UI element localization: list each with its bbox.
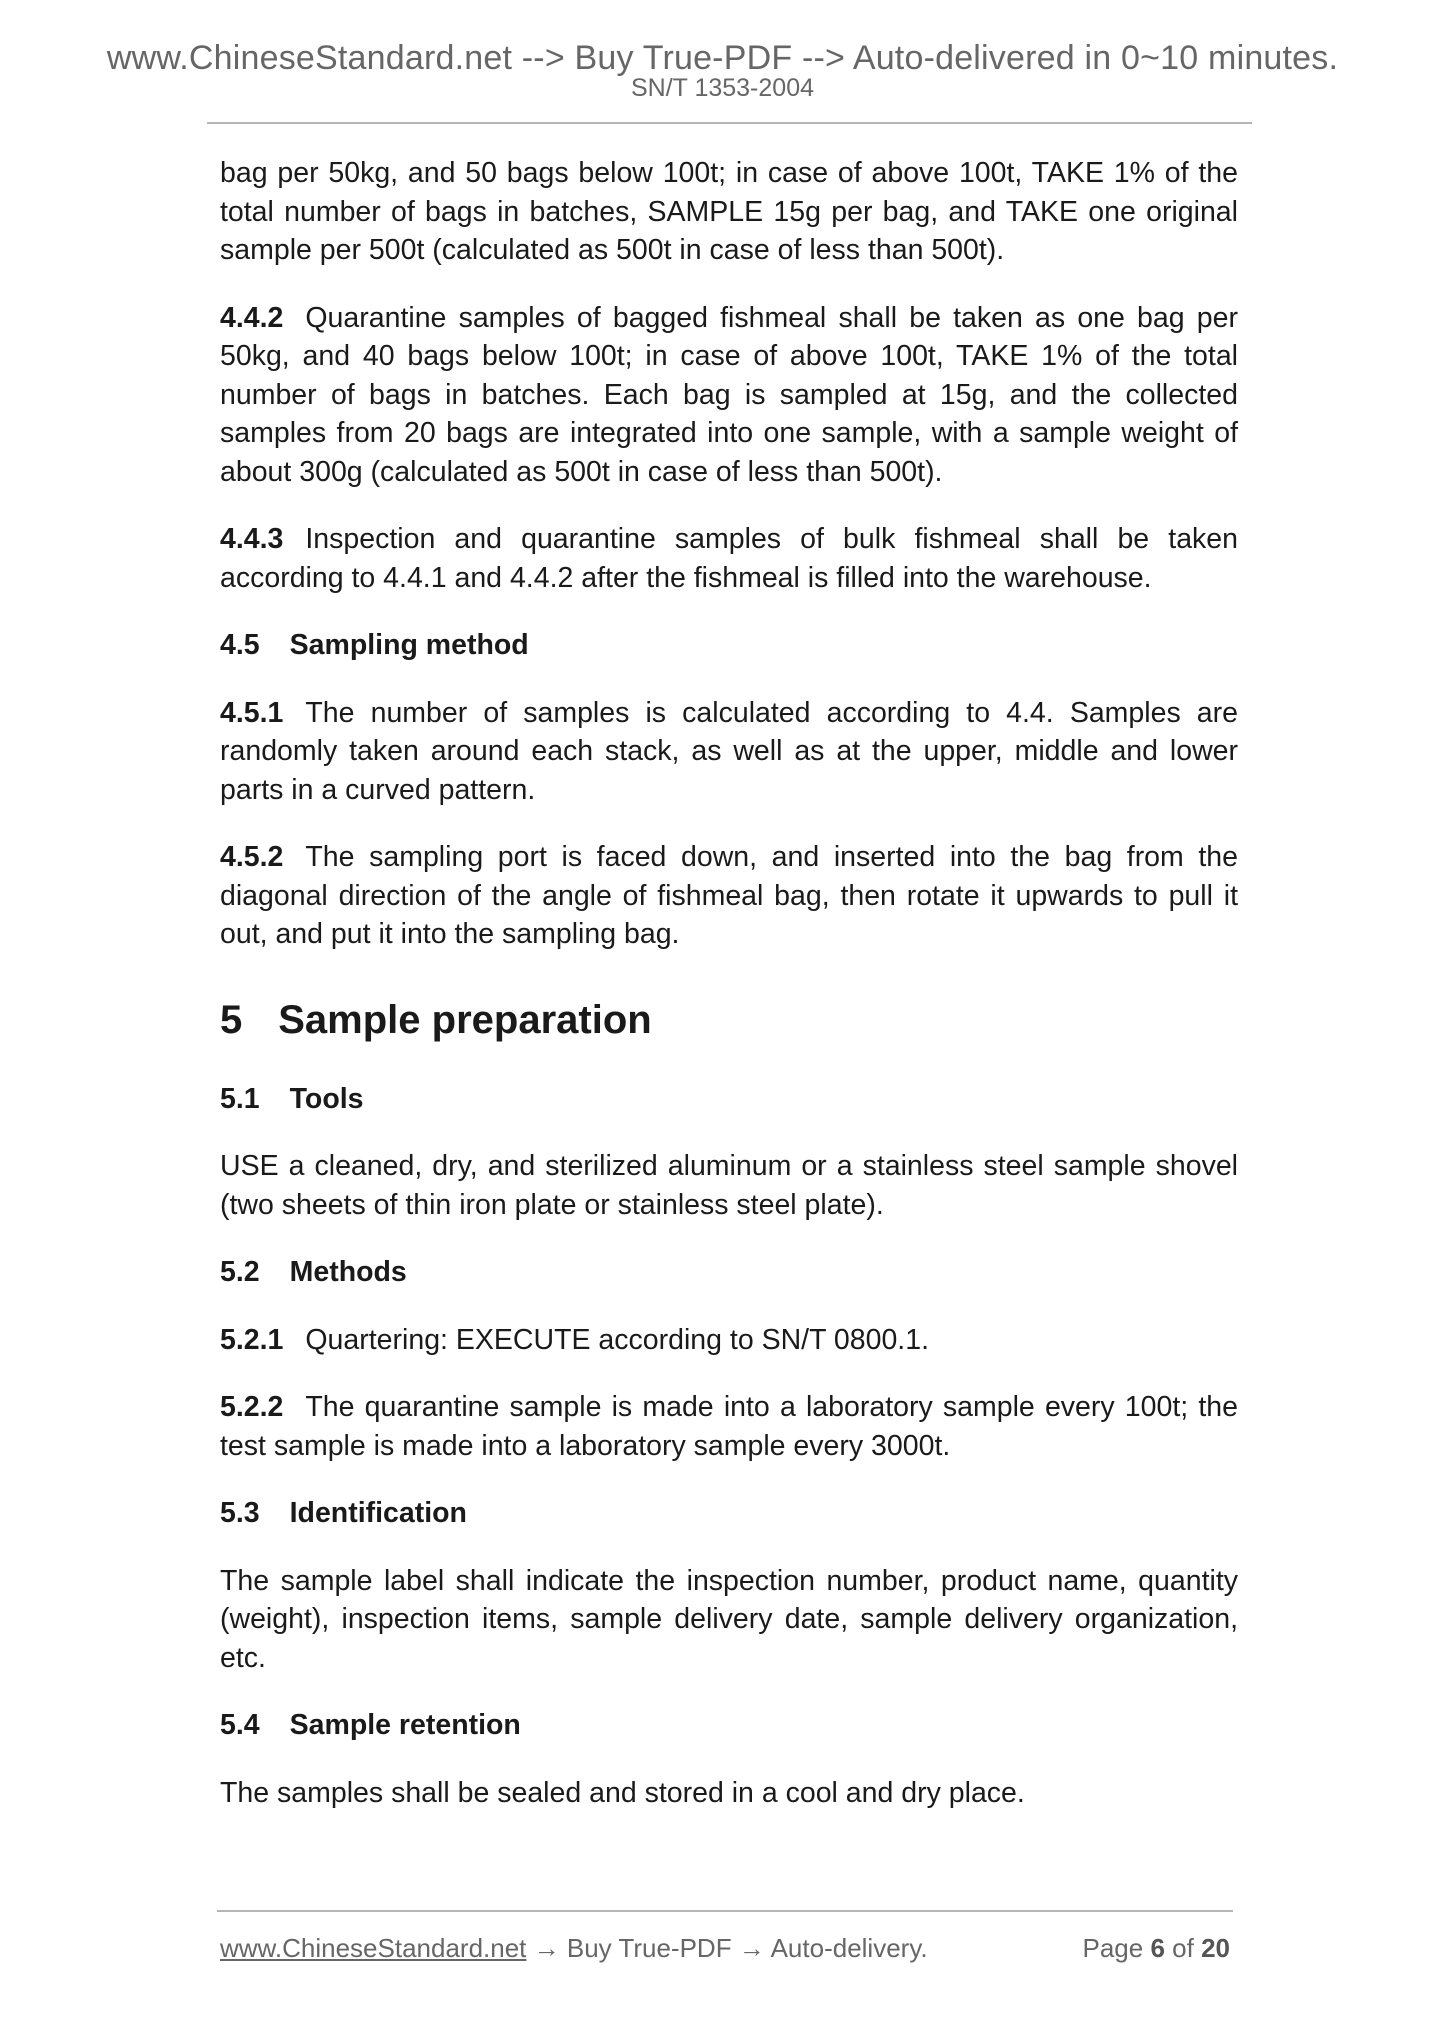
section-title: Tools [289, 1082, 364, 1115]
section-number: 5.2 [220, 1256, 260, 1288]
clause-number: 4.4.2 [220, 301, 284, 334]
page-indicator [1082, 1932, 1230, 1964]
section-title: Sample retention [289, 1709, 521, 1741]
section-title: Identification [289, 1497, 467, 1529]
clause-4-4-3 [220, 520, 1238, 597]
clause-text: Quartering: EXECUTE according to SN/T 0800.1. [305, 1323, 929, 1356]
section-title: Methods [289, 1256, 407, 1288]
clause-text: Quarantine samples of bagged fishmeal shall be taken as one bag per 50kg, and 40 bags below 100t; in case of above 100t, TAKE 1% of the total number of bags in batches. Each bag is sampled at 15g, and the collected samples from 20 bags are integrated into one sample, with a sample weight of about 300g (calculated as 500t in case of less than 500t). [220, 301, 1238, 488]
section-5-1-text: USE a cleaned, dry, and sterilized aluminum or a stainless steel sample shovel (two sheets of thin iron plate or stainless steel plate). [220, 1150, 1238, 1221]
section-number: 5.4 [220, 1709, 260, 1741]
of-label: of [1172, 1933, 1194, 1963]
clause-text: Inspection and quarantine samples of bulk fishmeal shall be taken according to 4.4.1 and 4.4.2 after the fishmeal is filled into the warehouse. [220, 523, 1238, 594]
clause-number: 4.4.3 [220, 523, 284, 555]
section-5-2-heading [220, 1253, 1238, 1292]
clause-4-5-1 [220, 694, 1238, 810]
document-body [220, 150, 1238, 1812]
intro-paragraph: bag per 50kg, and 50 bags below 100t; in case of above 100t, TAKE 1% of the total number of bags in batches, SAMPLE 15g per bag, and TAKE one original sample per 500t (calculated as 500t in case of less than 500t). [220, 157, 1238, 266]
clause-number: 4.5.1 [220, 696, 284, 729]
section-title: Sampling method [289, 629, 529, 661]
clause-number: 5.2.2 [220, 1391, 284, 1423]
clause-number: 4.5.2 [220, 841, 284, 873]
header-banner: www.ChineseStandard.net --> Buy True-PDF --> Auto-delivered in 0~10 minutes. [106, 39, 1339, 77]
page-label: Page [1082, 1933, 1144, 1963]
footer-divider [217, 1910, 1233, 1912]
section-4-5-heading [220, 626, 1238, 665]
footer-text: → Buy True-PDF → Auto-delivery. [533, 1933, 928, 1963]
footer [220, 1932, 1230, 1964]
chapter-title: Sample preparation [278, 997, 652, 1042]
chapter-number: 5 [220, 997, 243, 1042]
section-5-1-heading [220, 1080, 1238, 1119]
page-current: 6 [1150, 1933, 1165, 1963]
standard-id: SN/T 1353-2004 [631, 74, 814, 102]
clause-5-2-1 [220, 1321, 1238, 1360]
clause-4-5-2 [220, 838, 1238, 954]
clause-text: The quarantine sample is made into a laboratory sample every 100t; the test sample is made into a laboratory sample every 3000t. [220, 1391, 1238, 1462]
section-5-3-heading [220, 1494, 1238, 1533]
section-number: 5.3 [220, 1497, 260, 1529]
clause-text: The number of samples is calculated according to 4.4. Samples are randomly taken around each stack, as well as at the upper, middle and lower parts in a curved pattern. [220, 696, 1238, 806]
chapter-5-heading [220, 996, 1238, 1044]
section-number: 4.5 [220, 629, 260, 661]
clause-number: 5.2.1 [220, 1323, 284, 1356]
header-divider [207, 122, 1252, 124]
section-number: 5.1 [220, 1082, 260, 1115]
section-5-4-text: The samples shall be sealed and stored in a cool and dry place. [220, 1776, 1025, 1809]
footer-site-link[interactable]: www.ChineseStandard.net [220, 1933, 527, 1963]
clause-text: The sampling port is faced down, and inserted into the bag from the diagonal direction of the angle of fishmeal bag, then rotate it upwards to pull it out, and put it into the sampling bag. [220, 841, 1238, 950]
clause-5-2-2 [220, 1388, 1238, 1465]
page-total: 20 [1201, 1933, 1230, 1963]
clause-4-4-2 [220, 299, 1238, 492]
section-5-3-text: The sample label shall indicate the inspection number, product name, quantity (weight), inspection items, sample delivery date, sample delivery organization, etc. [220, 1564, 1238, 1674]
section-5-4-heading [220, 1706, 1238, 1745]
